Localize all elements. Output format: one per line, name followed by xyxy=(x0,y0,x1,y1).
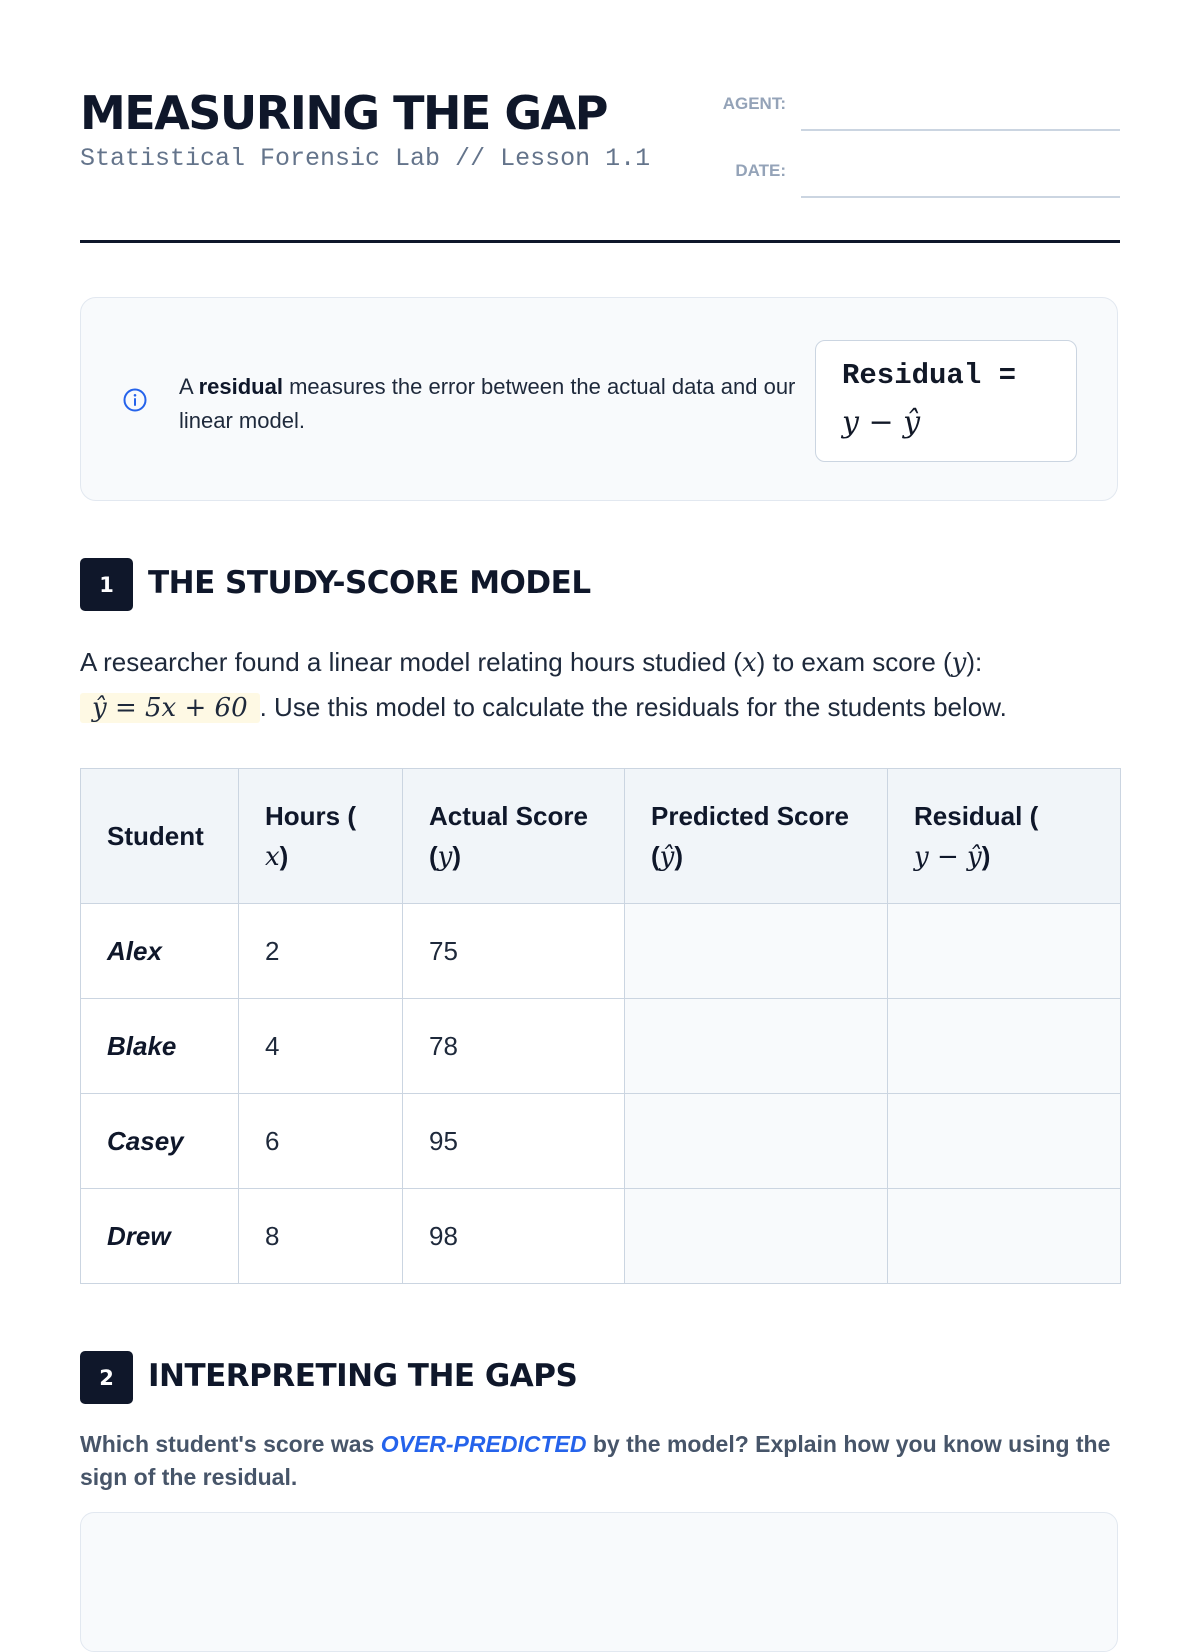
table-row xyxy=(81,1094,1121,1189)
header-actual: Actual Score (y) xyxy=(403,769,625,904)
residuals-table xyxy=(80,768,1121,1284)
agent-field[interactable] xyxy=(801,129,1120,131)
table-row xyxy=(81,1189,1121,1284)
student-name: Drew xyxy=(81,1189,239,1284)
header-residual: Residual ( y − ŷ) xyxy=(888,769,1121,904)
answer-box[interactable] xyxy=(80,1512,1118,1652)
actual-score-cell: 95 xyxy=(403,1094,625,1189)
student-name: Alex xyxy=(81,904,239,999)
formula-expression: y − ŷ xyxy=(842,405,921,440)
var-y: y xyxy=(951,648,967,678)
header-student: Student xyxy=(81,769,239,904)
definition-term: residual xyxy=(198,374,283,399)
hours-cell: 6 xyxy=(239,1094,403,1189)
page-subtitle: Statistical Forensic Lab // Lesson 1.1 xyxy=(80,144,651,173)
residual-definition-box xyxy=(80,297,1118,501)
desc-part-4: . Use this model to calculate the residuals for the students below. xyxy=(259,692,1007,722)
student-name: Blake xyxy=(81,999,239,1094)
agent-label: AGENT: xyxy=(722,94,786,113)
desc-part-1: A researcher found a linear model relating hours studied ( xyxy=(80,647,742,677)
predicted-score-input[interactable] xyxy=(625,904,888,999)
desc-part-3: ): xyxy=(966,647,983,677)
date-label: DATE: xyxy=(735,161,786,180)
interpretation-question xyxy=(80,1428,1120,1494)
header-hours: Hours ( x) xyxy=(239,769,403,904)
actual-score-cell: 78 xyxy=(403,999,625,1094)
worksheet-header xyxy=(80,80,1120,242)
definition-suffix: measures the error between the actual data and our linear model. xyxy=(179,374,796,433)
model-equation: ŷ = 5x + 60 xyxy=(80,693,260,723)
student-name: Casey xyxy=(81,1094,239,1189)
info-circle-icon xyxy=(123,388,147,412)
section-1-number: 1 xyxy=(80,558,133,611)
definition-prefix: A xyxy=(179,374,199,399)
predicted-score-input[interactable] xyxy=(625,999,888,1094)
model-description xyxy=(80,640,1120,730)
residual-definition-text xyxy=(179,370,799,438)
desc-part-2: ) to exam score ( xyxy=(756,647,952,677)
table-row xyxy=(81,904,1121,999)
formula-card xyxy=(815,340,1077,462)
predicted-score-input[interactable] xyxy=(625,1189,888,1284)
predicted-score-input[interactable] xyxy=(625,1094,888,1189)
actual-score-cell: 75 xyxy=(403,904,625,999)
section-1-title: THE STUDY-SCORE MODEL xyxy=(148,565,591,601)
header-divider xyxy=(80,240,1120,243)
section-2-header xyxy=(80,1351,1120,1405)
hours-cell: 8 xyxy=(239,1189,403,1284)
residual-input[interactable] xyxy=(888,999,1121,1094)
formula-label: Residual = xyxy=(842,359,1017,392)
section-1-header xyxy=(80,558,1120,612)
hours-cell: 2 xyxy=(239,904,403,999)
question-prefix: Which student's score was xyxy=(80,1431,381,1457)
residual-input[interactable] xyxy=(888,904,1121,999)
hours-cell: 4 xyxy=(239,999,403,1094)
table-header-row xyxy=(81,769,1121,904)
table-row xyxy=(81,999,1121,1094)
page-title: MEASURING THE GAP xyxy=(80,86,607,140)
date-field[interactable] xyxy=(801,196,1120,198)
header-predicted: Predicted Score (ŷ) xyxy=(625,769,888,904)
residual-input[interactable] xyxy=(888,1094,1121,1189)
question-emphasis: OVER-PREDICTED xyxy=(380,1431,587,1457)
section-2-number: 2 xyxy=(80,1351,133,1404)
actual-score-cell: 98 xyxy=(403,1189,625,1284)
question-suffix: by the model? Explain how you know using the sign of the residual. xyxy=(80,1431,1111,1490)
section-2-title: INTERPRETING THE GAPS xyxy=(148,1358,578,1394)
var-x: x xyxy=(741,648,757,678)
residual-input[interactable] xyxy=(888,1189,1121,1284)
